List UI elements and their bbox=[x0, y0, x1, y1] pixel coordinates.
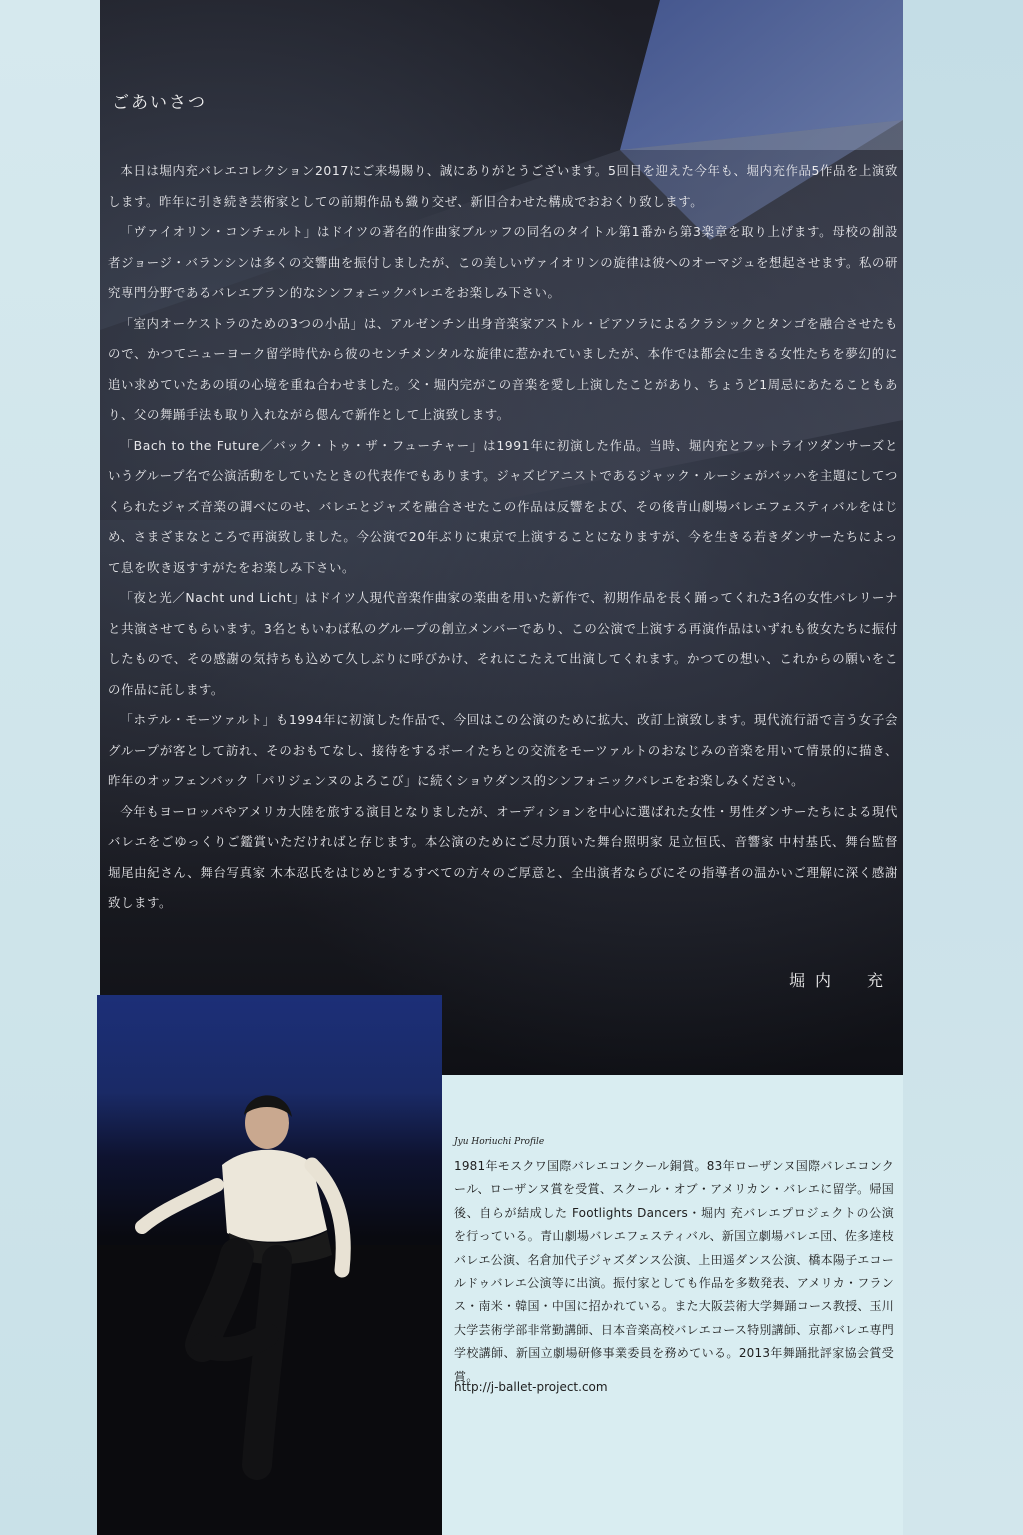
right-margin-band bbox=[903, 0, 1023, 1535]
greeting-paragraph: 「室内オーケストラのための3つの小品」は、アルゼンチン出身音楽家アストル・ピアソラによるクラシックとタンゴを融合させたもので、かつてニューヨーク留学時代から彼のセンチメンタルな旋律に惹かれていましたが、本作では都会に生きる女性たちを夢幻的に追い求めていたあの頃の心境を重ね合わせました。父・堀内完がこの音楽を愛し上演したことがあり、ちょうど1周忌にあたることもあり、父の舞踊手法も取り入れながら偲んで新作として上演致します。 bbox=[108, 315, 898, 422]
dancer-photo bbox=[97, 995, 442, 1535]
dancer-figure bbox=[97, 995, 442, 1535]
greeting-title: ごあいさつ bbox=[112, 93, 207, 113]
greeting-paragraph: 「Bach to the Future／バック・トゥ・ザ・フューチャー」は1991年に初演した作品。当時、堀内充とフットライツダンサーズというグループ名で公演活動をしていたときの代表作でもあります。ジャズピアニストであるジャック・ルーシェがバッハを主題にしてつくられたジャズ音楽の調べにのせ、バレエとジャズを融合させたこの作品は反響をよび、その後青山劇場バレエフェスティバルをはじめ、さまざまなところで再演致しました。今公演で20年ぶりに東京で上演することになりますが、今を生きる若きダンサーたちによって息を吹き返すすがたをお楽しみ下さい。 bbox=[108, 437, 898, 575]
profile-text: 1981年モスクワ国際バレエコンクール銅賞。83年ローザンヌ国際バレエコンクール、ローザンヌ賞を受賞、スクール・オブ・アメリカン・バレエに留学。帰国後、自らが結成した Footlights Dancers・堀内 充バレエプロジェクトの公演を行っている。青山劇場バレエフェスティバル、新国立劇場バレエ団、佐多達枝バレエ公演、名倉加代子ジャズダンス公演、上田遥ダンス公演、橋本陽子エコールドゥバレエ公演等に出演。振付家としても作品を多数発表、アメリカ・フランス・南米・韓国・中国に招かれている。また大阪芸術大学舞踊コース教授、玉川大学芸術学部非常勤講師、日本音楽高校バレエコース特別講師、京都バレエ専門学校講師、新国立劇場研修事業委員を務めている。2013年舞踊批評家協会賞受賞。 bbox=[454, 1159, 894, 1384]
greeting-body bbox=[108, 156, 898, 919]
greeting-paragraph: 「ホテル・モーツァルト」も1994年に初演した作品で、今回はこの公演のために拡大、改訂上演致します。現代流行語で言う女子会グループが客として訪れ、そのおもてなし、接待をするボーイたちとの交流をモーツァルトのおなじみの音楽を用いて情景的に描き、昨年のオッフェンバック「パリジェンヌのよろこび」に続くショウダンス的シンフォニックバレエをお楽しみください。 bbox=[108, 712, 898, 788]
greeting-paragraph: 今年もヨーロッパやアメリカ大陸を旅する演目となりましたが、オーディションを中心に選ばれた女性・男性ダンサーたちによる現代バレエをごゆっくりご鑑賞いただければと存じます。本公演のためにご尽力頂いた舞台照明家 足立恒氏、音響家 中村基氏、舞台監督 堀尾由紀さん、舞台写真家 木本忍氏をはじめとするすべての方々のご厚意と、全出演者ならびにその指導者の温かいご理解に深く感謝致します。 bbox=[108, 803, 898, 910]
profile-heading: Jyu Horiuchi Profile bbox=[454, 1137, 545, 1147]
greeting-paragraph: 「ヴァイオリン・コンチェルト」はドイツの著名的作曲家ブルッフの同名のタイトル第1番から第3楽章を取り上げます。母校の創設者ジョージ・バランシンは多くの交響曲を振付しましたが、この美しいヴァイオリンの旋律は彼へのオーマジュを想起させます。私の研究専門分野であるバレエブラン的なシンフォニックバレエをお楽しみ下さい。 bbox=[108, 224, 898, 300]
profile-url-link[interactable]: http://j-ballet-project.com bbox=[454, 1380, 608, 1394]
profile-box bbox=[442, 1075, 903, 1535]
greeting-paragraph: 「夜と光／Nacht und Licht」はドイツ人現代音楽作曲家の楽曲を用いた新作で、初期作品を長く踊ってくれた3名の女性バレリーナと共演させてもらいます。3名ともいわば私のグループの創立メンバーであり、この公演で上演する再演作品はいずれも彼女たちに振付したもので、その感謝の気持ちも込めて久しぶりに呼びかけ、それにこたえて出演してくれます。かつての想い、これからの願いをこの作品に託します。 bbox=[108, 590, 898, 697]
greeting-panel bbox=[100, 0, 903, 1075]
signature: 堀内 充 bbox=[788, 971, 893, 990]
left-margin-band bbox=[0, 0, 100, 1535]
greeting-paragraph: 本日は堀内充バレエコレクション2017にご来場賜り、誠にありがとうございます。5回目を迎えた今年も、堀内充作品5作品を上演致します。昨年に引き続き芸術家としての前期作品も織り交ぜ、新旧合わせた構成でおおくり致します。 bbox=[108, 163, 898, 209]
